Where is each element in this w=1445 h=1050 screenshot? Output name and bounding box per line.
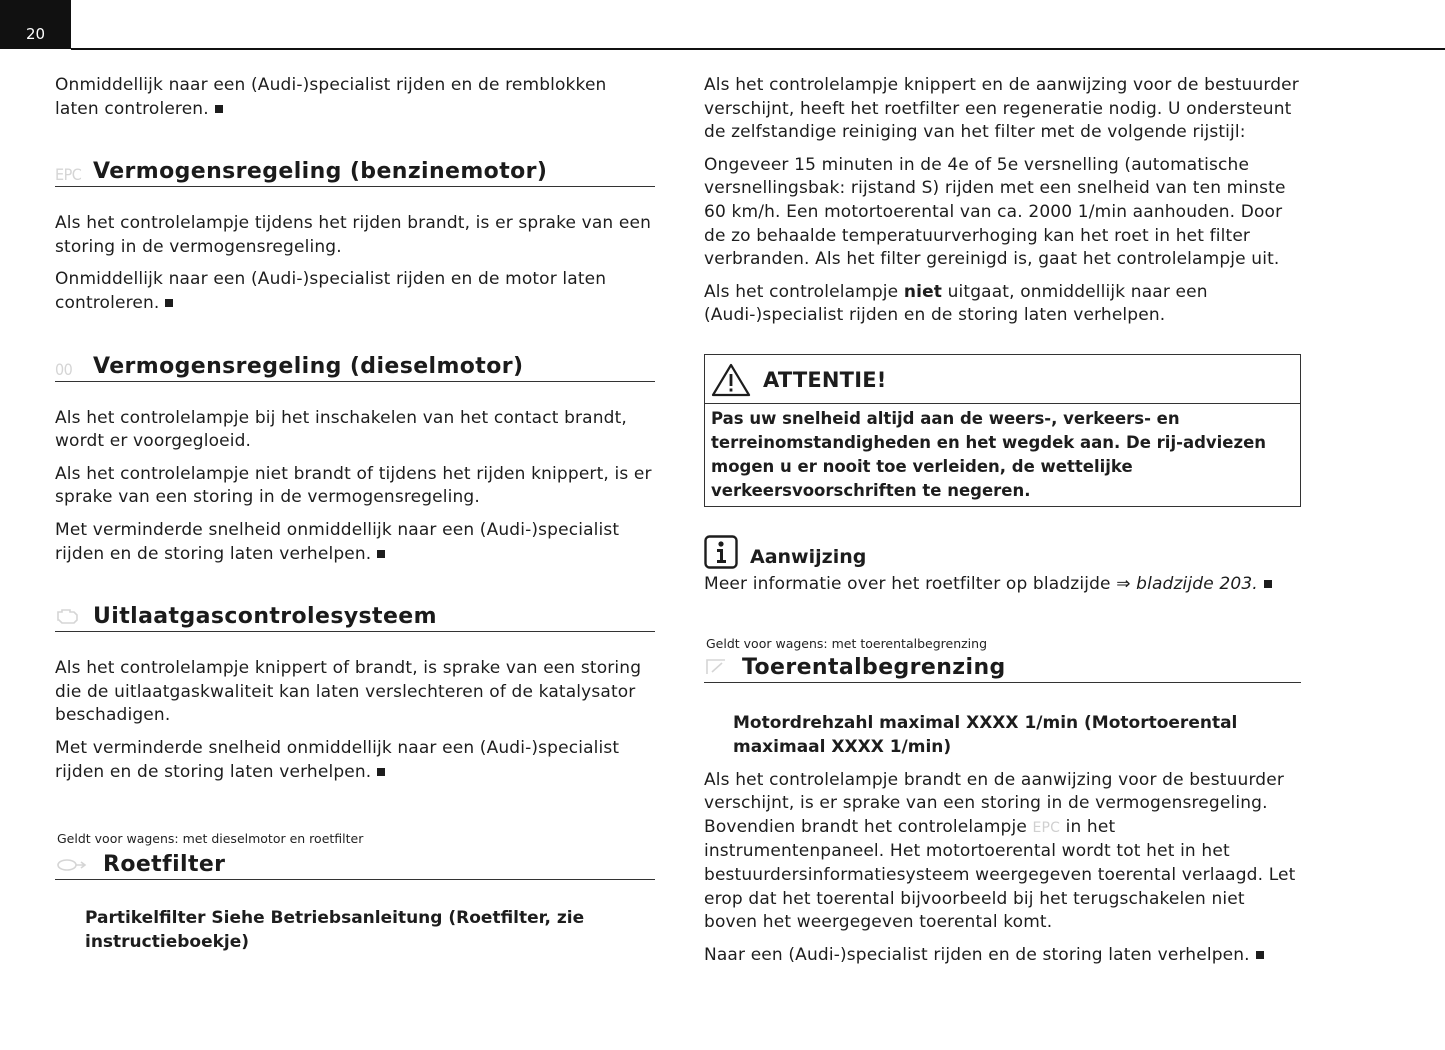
epc-warning-icon: EPC	[55, 165, 82, 185]
paragraph: Als het controlelampje knippert of brandt, is sprake van een storing die de uitlaatgaskwaliteit kan laten verslechteren of de katalysator beschadigen.	[55, 658, 642, 726]
paragraph: Als het controlelampje knippert en de aanwijzing voor de bestuurder verschijnt, heeft het roetfilter een regeneratie nodig. U ondersteunt de zelfstandige reiniging van het filter met de volgende rijstijl:	[704, 75, 1299, 143]
engine-check-icon	[55, 607, 91, 629]
header-rule	[71, 48, 1445, 50]
applies-to-note: Geldt voor wagens: met dieselmotor en roetfilter	[57, 831, 364, 847]
paragraph: Ongeveer 15 minuten in de 4e of 5e versnelling (automatische versnellingsbak: rijstand S) rijden met een snelheid van ten minste 60 km/h. Een motortoerental van ca. 2000 1/min aanhouden. Door de zo behaalde temperatuurverhoging kan het roet in het filter verbranden. Als het filter gereinigd is, gaat het controlelampje uit.	[704, 154, 1286, 270]
paragraph: Met verminderde snelheid onmiddellijk naar een (Audi-)specialist rijden en de storing laten verhelpen.	[55, 737, 620, 782]
paragraph: Als het controlelampje brandt en de aanwijzing voor de bestuurder verschijnt, is er sprake van een storing in de vermogensregeling. Bovendien brandt het controlelampje EPC in het instrumentenpaneel. Het motortoerental wordt tot het in het bestuurdersinformatiesysteem weergegeven toerental verlaagd. Let erop dat het toerental bijvoorbeeld bij het terugschakelen niet boven het weergegeven toerental komt.	[704, 769, 1296, 933]
paragraph: Onmiddellijk naar een (Audi-)specialist rijden en de motor laten controleren.	[55, 269, 607, 313]
intro-paragraph: Onmiddellijk naar een (Audi-)specialist rijden en de remblokken laten controleren.	[55, 75, 607, 119]
end-marker	[1256, 951, 1264, 959]
info-icon	[704, 535, 738, 569]
section-heading-petrol	[55, 159, 655, 187]
end-marker	[377, 768, 385, 776]
paragraph: Als het controlelampje tijdens het rijden brandt, is er sprake van een storing in de vermogensregeling.	[55, 213, 652, 257]
paragraph: Als het controlelampje niet uitgaat, onmiddellijk naar een (Audi-)specialist rijden en de storing laten verhelpen.	[704, 281, 1208, 326]
paragraph: Als het controlelampje bij het inschakelen van het contact brandt, wordt er voorgegloeid.	[55, 407, 627, 452]
warning-text: Pas uw snelheid altijd aan de weers-, verkeers- en terreinomstandigheden en het wegdek aan. De rij-adviezen mogen u er nooit toe verleiden, de wettelijke verkeersvoorschriften te negeren.	[711, 408, 1267, 500]
epc-inline-icon: EPC	[1032, 819, 1061, 836]
section-heading-emissions	[55, 604, 655, 632]
warning-label: ATTENTIE!	[763, 367, 887, 392]
glow-plug-icon: 00	[55, 359, 73, 379]
note-label: Aanwijzing	[750, 545, 867, 568]
warning-box	[704, 354, 1301, 507]
section-heading-rpm-limit	[704, 655, 1301, 683]
arrow-icon: ⇒	[1116, 573, 1131, 594]
note-header	[704, 535, 1301, 569]
end-marker	[1264, 580, 1272, 588]
end-marker	[215, 105, 223, 113]
section-title: Vermogensregeling (benzinemotor)	[93, 159, 548, 185]
right-column	[704, 74, 1301, 976]
page-number-tab	[0, 0, 71, 49]
paragraph: Naar een (Audi-)specialist rijden en de storing laten verhelpen.	[704, 944, 1301, 968]
section-heading-particulate	[55, 852, 655, 880]
section-title: Roetfilter	[103, 852, 226, 878]
end-marker	[377, 550, 385, 558]
end-marker	[165, 299, 173, 307]
paragraph: Als het controlelampje niet brandt of tijdens het rijden knippert, is er sprake van een storing in de vermogensregeling.	[55, 463, 652, 508]
subheading: Motordrehzahl maximal XXXX 1/min (Motortoerental maximaal XXXX 1/min)	[733, 712, 1238, 757]
section-title: Toerentalbegrenzing	[742, 654, 1006, 680]
particulate-filter-icon	[55, 857, 101, 877]
warning-header	[705, 355, 1300, 404]
rpm-limit-icon	[704, 656, 740, 680]
section-heading-diesel	[55, 354, 655, 382]
subheading: Partikelfilter Siehe Betriebsanleitung (Roetfilter, zie instructieboekje)	[85, 908, 585, 953]
page-reference-link[interactable]: bladzijde 203.	[1136, 573, 1258, 594]
note-text: Meer informatie over het roetfilter op bladzijde ⇒ bladzijde 203.	[704, 573, 1301, 597]
warning-triangle-icon	[711, 363, 751, 397]
section-title: Uitlaatgascontrolesysteem	[93, 604, 437, 630]
left-column	[55, 74, 655, 964]
paragraph: Met verminderde snelheid onmiddellijk naar een (Audi-)specialist rijden en de storing laten verhelpen.	[55, 519, 620, 564]
applies-to-note: Geldt voor wagens: met toerentalbegrenzing	[706, 635, 988, 651]
section-title: Vermogensregeling (dieselmotor)	[93, 353, 524, 379]
page-number: 20	[25, 25, 46, 43]
